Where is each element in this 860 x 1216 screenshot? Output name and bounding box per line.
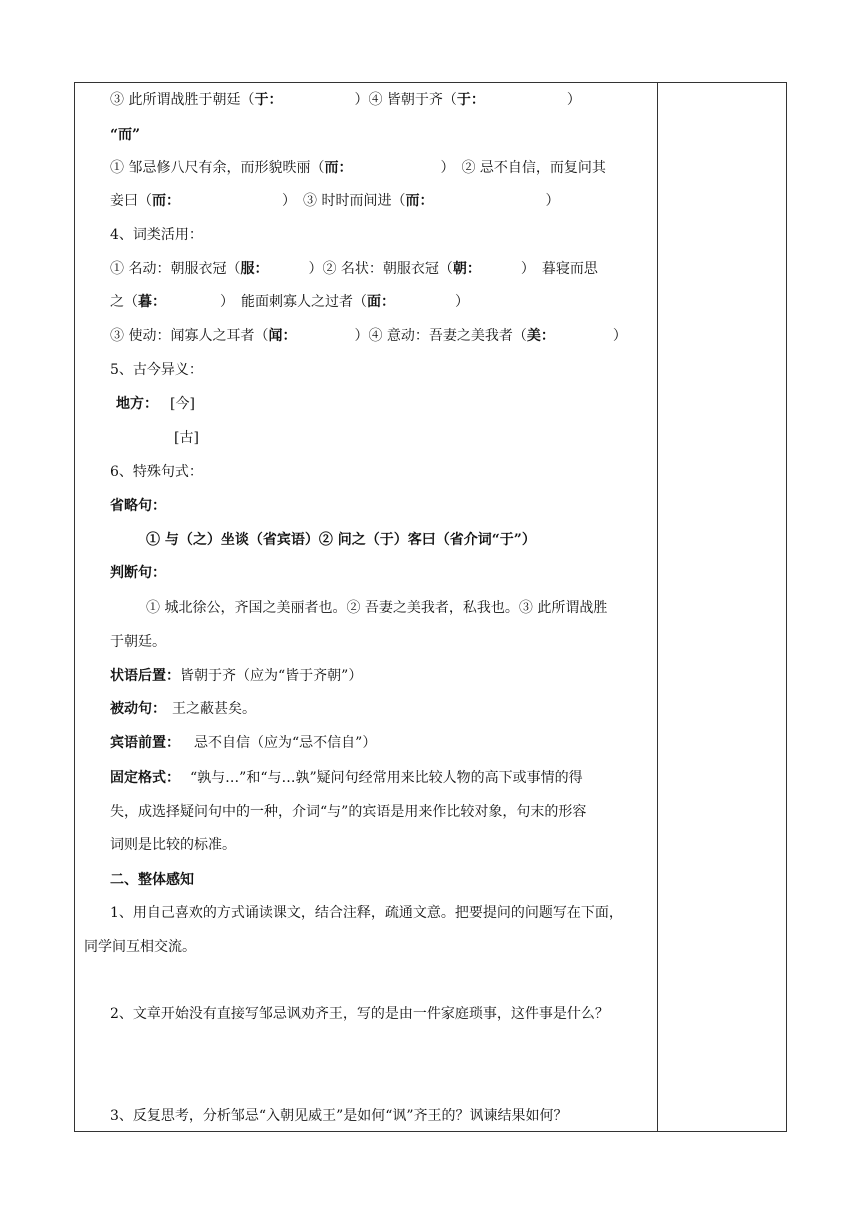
line-9: 5、古今异义： [110,362,203,378]
column-divider [657,82,658,1132]
line-26: 同学间互相交流。 [84,939,196,955]
line-11: [古] [174,430,199,446]
line-8: ③ 使动：闻寡人之耳者（闻： ）④ 意动：吾妻之美我者（美： ） [110,328,627,344]
line-19: 被动句： 王之蔽甚矣。 [110,701,256,717]
line-5: 4、词类活用： [110,227,203,243]
question-3: 3、反复思考，分析邹忌“入朝见威王”是如何“讽”齐王的？讽谏结果如何？ [110,1108,568,1124]
line-25: 1、用自己喜欢的方式诵读课文，结合注释，疏通文意。把要提问的问题写在下面， [110,905,623,921]
line-10: 地方： [今] [116,396,195,412]
section-heading: 二、整体感知 [110,872,194,888]
line-17: 于朝廷。 [110,634,166,650]
line-2: “而” [110,127,141,143]
line-6: ① 名动：朝服衣冠（服： ）② 名状：朝服衣冠（朝： ） 暮寝而思 [110,261,598,277]
line-7: 之（暮： ） 能面刺寡人之过者（面： ） [110,294,469,310]
line-15: 判断句： [110,565,166,581]
line-14: ① 与（之）坐谈（省宾语）② 问之（于）客曰（省介词“于”） [146,532,536,548]
question-2: 2、文章开始没有直接写邹忌讽劝齐王，写的是由一件家庭琐事，这件事是什么？ [110,1006,609,1022]
line-16: ① 城北徐公，齐国之美丽者也。② 吾妻之美我者，私我也。③ 此所谓战胜 [146,600,608,616]
line-12: 6、特殊句式： [110,464,203,480]
line-18: 状语后置：皆朝于齐（应为“皆于齐朝”） [110,668,363,684]
line-1: ③ 此所谓战胜于朝廷（于： ）④ 皆朝于齐（于： ） [110,92,581,108]
line-21: 固定格式： “孰与…”和“与…孰”疑问句经常用来比较人物的高下或事情的得 [110,770,583,786]
line-4: 妾曰（而： ） ③ 时时而间进（而： ） [110,193,560,209]
line-13: 省略句： [110,498,166,514]
line-3: ① 邹忌修八尺有余，而形貌昳丽（而： ） ② 忌不自信，而复问其 [110,160,606,176]
line-20: 宾语前置： 忌不自信（应为“忌不信自”） [110,735,377,751]
line-23: 词则是比较的标准。 [110,837,236,853]
line-22: 失，成选择疑问句中的一种，介词“与”的宾语是用来作比较对象，句末的形容 [110,804,587,820]
